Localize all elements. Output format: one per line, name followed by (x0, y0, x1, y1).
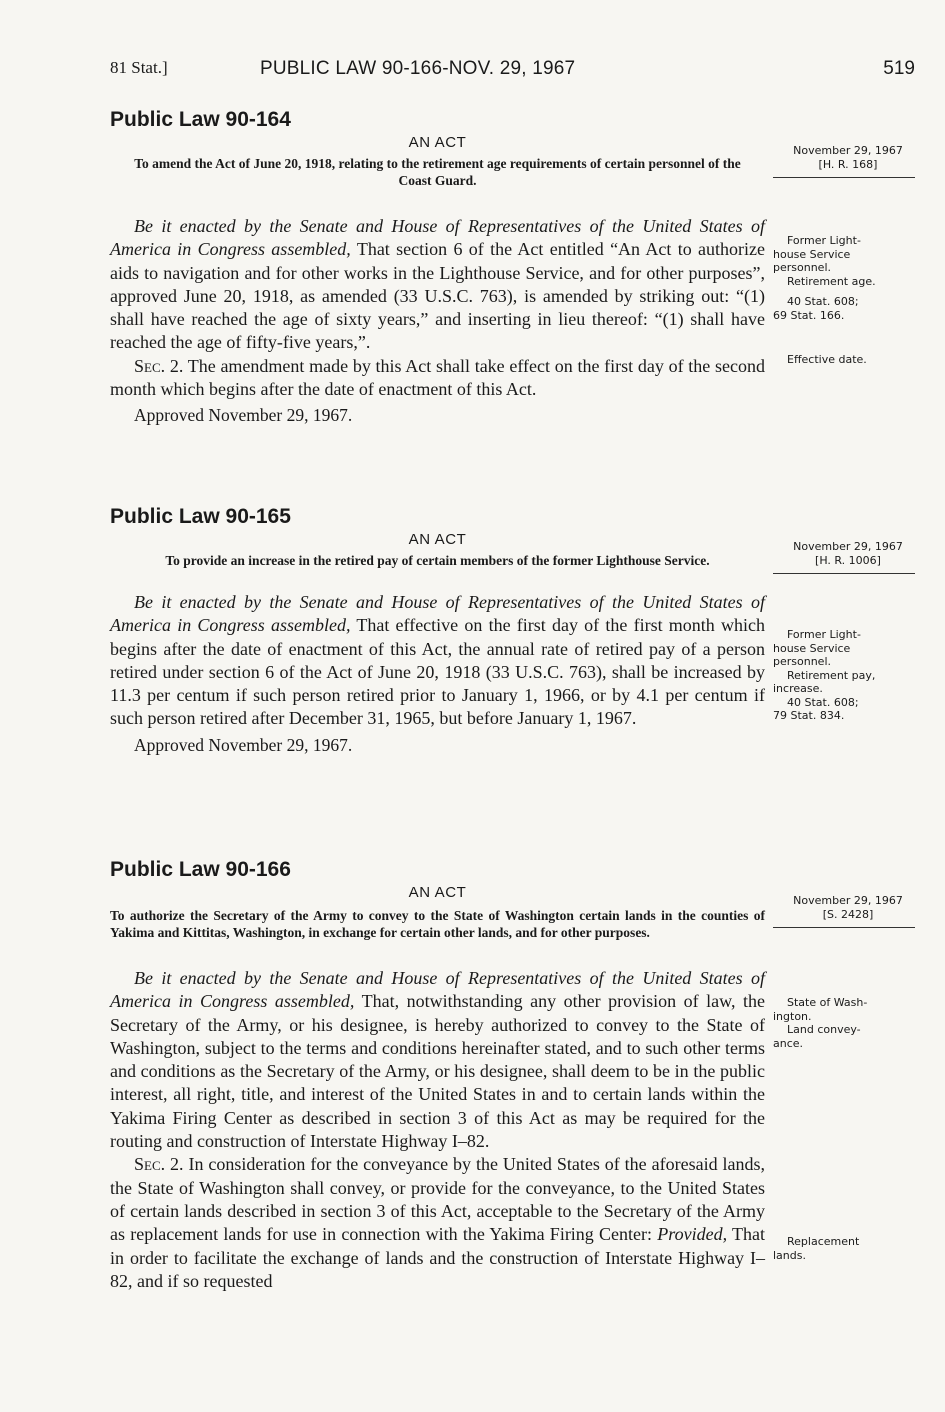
law-90-164 (110, 108, 765, 426)
margin-bill: [S. 2428] (822, 907, 874, 921)
margin-note-line: 69 Stat. 166. (773, 308, 845, 322)
margin-date: November 29, 1967 (793, 540, 903, 553)
page-number: 519 (883, 58, 915, 79)
margin-date: November 29, 1967 (793, 144, 903, 157)
margin-bill: [H. R. 1006] (815, 553, 881, 567)
an-act-heading: AN ACT (408, 531, 467, 548)
approval-line: Approved November 29, 1967. (134, 734, 353, 755)
act-purpose: To amend the Act of June 20, 1918, relating to the retirement age requirements of certain personnel of the Coast Guard. (134, 156, 741, 188)
running-title: PUBLIC LAW 90-166-NOV. 29, 1967 (260, 58, 576, 79)
section-1 (110, 591, 765, 731)
section-1-text: That section 6 of the Act entitled “An Act to authorize aids to navigation and for other works in the Lighthouse Service, and for other purposes”, approved June 20, 1918, as amended (33 U.S.C. 763), is amended by striking out: “(1) shall have reached the age of sixty years,” and inserting in lieu thereof: “(1) shall have reached the age of fifty-five years,”. (110, 239, 766, 353)
margin-notes-90-164 (773, 144, 923, 367)
enacting-clause: Be it enacted by the Senate and House of Representatives of the United States of America in Congress assembled, (110, 968, 765, 1012)
law-title: Public Law 90-164 (110, 108, 291, 131)
margin-note-line: State of Wash- (787, 996, 868, 1009)
margin-note-line: Former Light- (787, 234, 861, 247)
page-header (110, 58, 915, 84)
law-title: Public Law 90-165 (110, 505, 291, 528)
section-2-text-continued: That in order to facilitate the exchange of lands and the construction of Interstate Highway I–82, and if so requested (110, 1224, 765, 1291)
approval-line: Approved November 29, 1967. (134, 405, 353, 426)
margin-note-line: Retirement age. (787, 274, 876, 288)
margin-note-line: Former Light- (787, 628, 861, 641)
margin-note-line: increase. (773, 682, 823, 695)
section-2 (110, 1153, 765, 1293)
margin-note-replacement (773, 1235, 923, 1262)
margin-notes-90-165 (773, 540, 923, 723)
margin-note-line: Replacement (787, 1235, 860, 1248)
margin-note-line: 40 Stat. 608; (787, 295, 859, 308)
margin-rule (773, 927, 915, 928)
an-act-heading: AN ACT (408, 134, 467, 151)
margin-note-line: 79 Stat. 834. (773, 709, 845, 722)
margin-bill: [H. R. 168] (818, 157, 878, 171)
margin-note-line: ington. (773, 1009, 812, 1023)
act-purpose: To authorize the Secretary of the Army to convey to the State of Washington certain lands in the counties of Yakima and Kittitas, Washington, in exchange for certain other lands, and for other purposes. (110, 908, 765, 940)
volume-reference: 81 Stat.] (110, 58, 168, 77)
section-1 (110, 967, 765, 1153)
margin-note-effective (787, 353, 923, 367)
margin-note-line: 40 Stat. 608; (787, 695, 859, 709)
margin-note-line: personnel. (773, 261, 831, 274)
proviso: Provided, (657, 1224, 728, 1245)
section-1 (110, 215, 765, 355)
section-2 (110, 355, 765, 402)
margin-rule (773, 177, 915, 178)
margin-note-line: ance. (773, 1036, 804, 1050)
law-title: Public Law 90-166 (110, 858, 291, 881)
margin-note-line: house Service (773, 247, 851, 261)
an-act-heading: AN ACT (408, 884, 467, 901)
margin-rule (773, 573, 915, 574)
margin-note-line: Retirement pay, (787, 668, 876, 682)
section-1-text: That effective on the first day of the first month which begins after the date of enactment of this Act, the annual rate of retired pay of a person retired under section 6 of the Act of June 20, 1918 (33 U.S.C. 763), shall be increased by 11.3 per centum if such person retired prior to January 1, 1966, or by 4.1 per centum if such person retired after December 31, 1965, but before January 1, 1967. (110, 615, 766, 729)
section-2-label: Sec. 2. (134, 1154, 184, 1175)
margin-note-conveyance (773, 996, 923, 1050)
margin-note-line: personnel. (773, 655, 831, 668)
margin-note-line: house Service (773, 641, 851, 655)
section-1-text: That, notwithstanding any other provision of law, the Secretary of the Army, or his designee, is hereby authorized to convey to the State of Washington, subject to the terms and conditions hereinafter stated, and to such other terms and conditions as the Secretary of the Army, or his designee, shall deem to be in the public interest, all right, title, and interest of the United States in and to certain lands within the Yakima Firing Center as described in section 3 of this Act as may be required for the routing and construction of Interstate Highway I–82. (110, 991, 766, 1152)
margin-note-line: Effective date. (787, 353, 867, 366)
margin-note-line: Land convey- (787, 1023, 861, 1036)
section-2-label: Sec. 2. (134, 355, 184, 376)
margin-note-citation (773, 295, 923, 322)
margin-note-personnel (773, 234, 923, 288)
enacting-clause: Be it enacted by the Senate and House of Representatives of the United States of America in Congress assembled, (110, 216, 765, 260)
margin-date: November 29, 1967 (793, 894, 903, 907)
law-90-166 (110, 858, 765, 1293)
margin-notes-90-166 (773, 894, 923, 1262)
margin-note-line: lands. (773, 1248, 806, 1262)
margin-note-personnel (773, 628, 923, 723)
section-2-text: The amendment made by this Act shall take effect on the first day of the second month which begins after the date of enactment of this Act. (110, 355, 765, 400)
section-2-text: In consideration for the conveyance by the United States of the aforesaid lands, the State of Washington shall convey, or provide for the conveyance, to the United States of certain lands described in section 3 of this Act, acceptable to the Secretary of the Army as replacement lands for use in connection with the Yakima Firing Center: (110, 1154, 765, 1245)
act-purpose: To provide an increase in the retired pay of certain members of the former Lighthouse Service. (165, 553, 710, 568)
enacting-clause: Be it enacted by the Senate and House of Representatives of the United States of America in Congress assembled, (110, 592, 765, 636)
law-90-165 (110, 505, 765, 756)
